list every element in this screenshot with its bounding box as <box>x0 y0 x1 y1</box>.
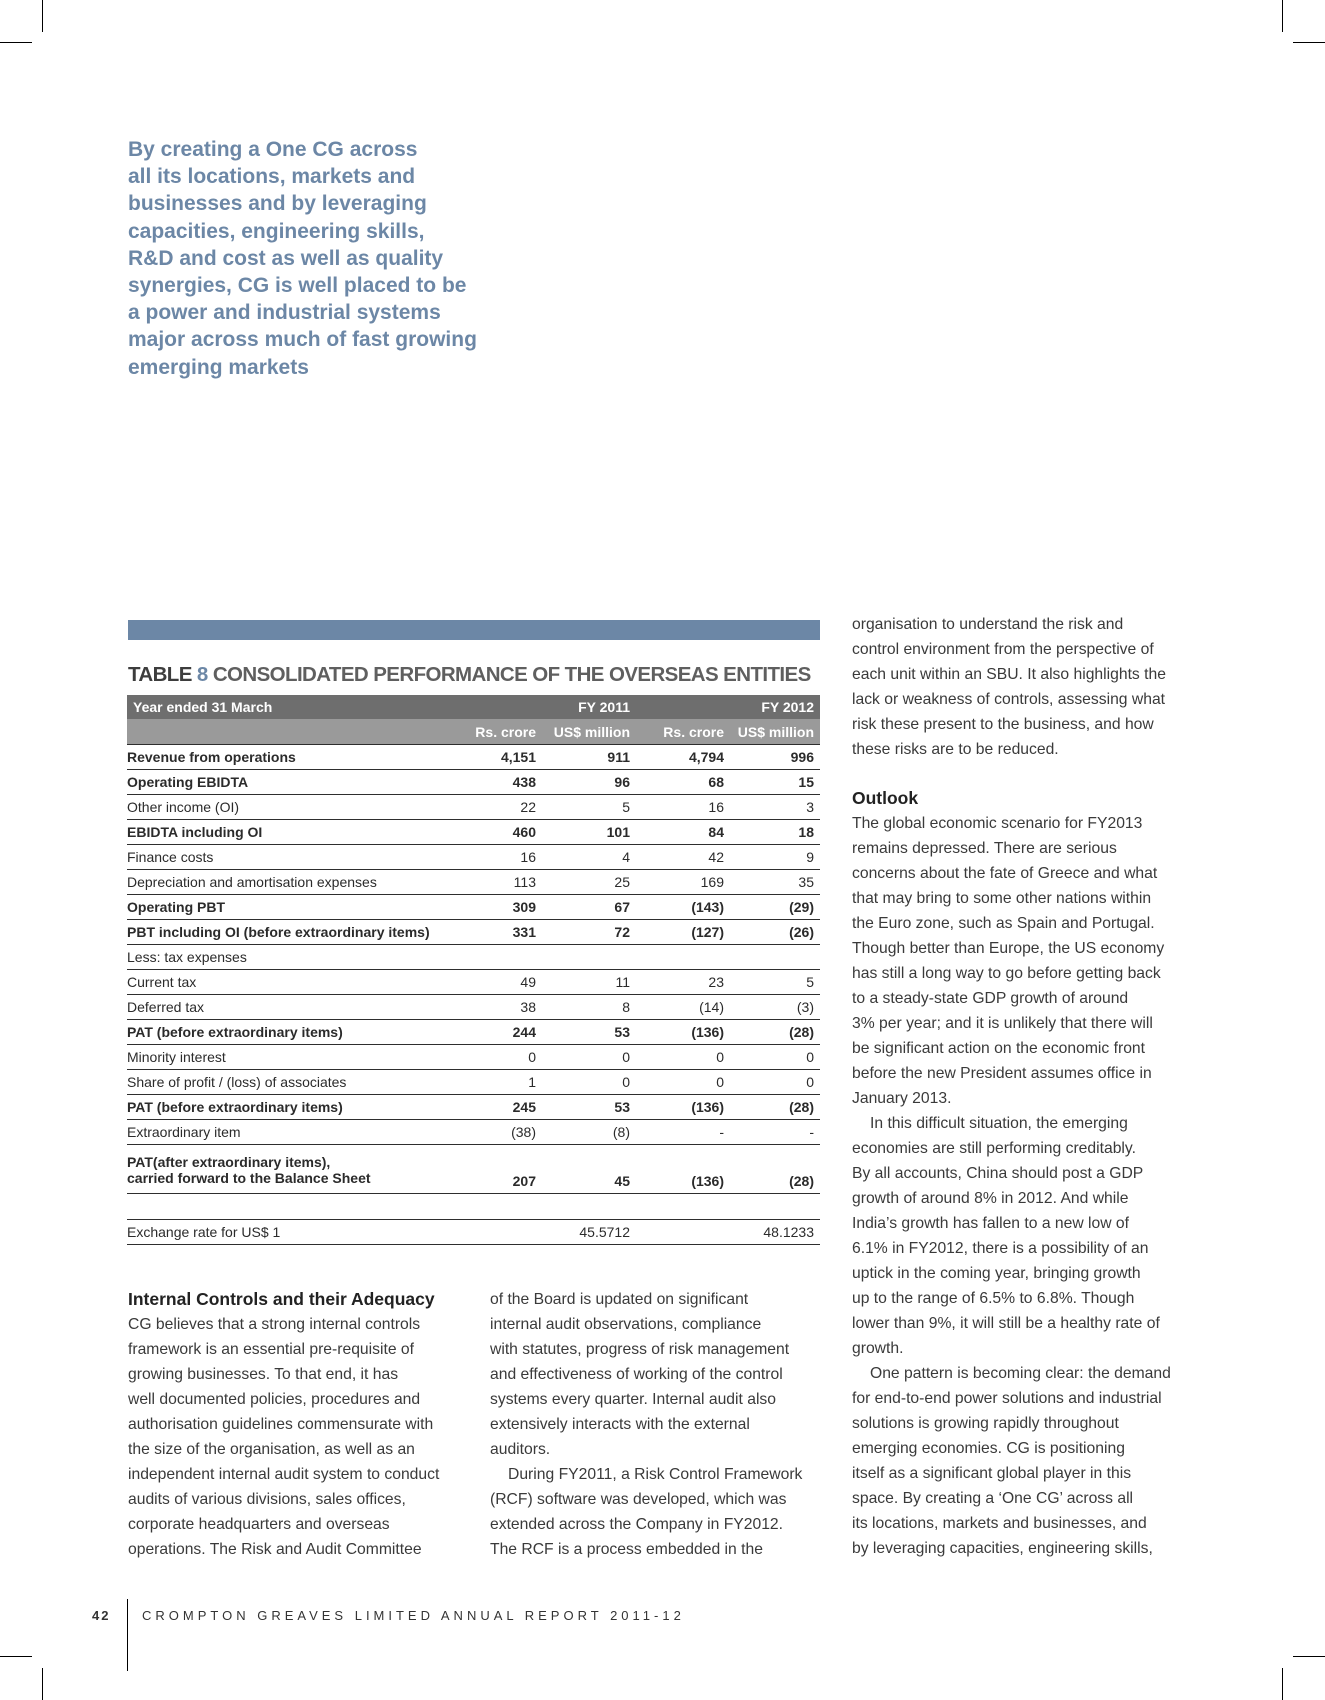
cell-value: 438 <box>454 770 542 795</box>
table-title-number: 8 <box>196 663 208 686</box>
table-row <box>127 945 820 970</box>
cell-value: 207 <box>454 1145 542 1194</box>
table-spacer-row <box>127 1194 820 1220</box>
row-label: Extraordinary item <box>127 1120 454 1145</box>
text-line: these risks are to be reduced. <box>852 741 1059 758</box>
text-line: emerging economies. CG is positioning <box>852 1440 1125 1457</box>
column-outlook <box>852 612 1197 1561</box>
section-divider-bar <box>128 620 820 640</box>
row-label: Revenue from operations <box>127 745 454 770</box>
cell-value: 4,794 <box>636 745 730 770</box>
cell-value: 101 <box>542 820 636 845</box>
cell-value: 996 <box>730 745 820 770</box>
cell-value: (28) <box>730 1020 820 1045</box>
row-label: Exchange rate for US$ 1 <box>127 1220 454 1245</box>
text-line: for end-to-end power solutions and industrial <box>852 1390 1162 1407</box>
text-line: of the Board is updated on significant <box>490 1291 749 1308</box>
text-line: framework is an essential pre-requisite of <box>128 1341 414 1358</box>
cell-value: 1 <box>454 1070 542 1095</box>
text-line: During FY2011, a Risk Control Framework <box>508 1466 803 1483</box>
text-line: organisation to understand the risk and <box>852 616 1124 633</box>
cell-value: 49 <box>454 970 542 995</box>
cell-value: 245 <box>454 1095 542 1120</box>
cell-value: 96 <box>542 770 636 795</box>
cell-value: 0 <box>730 1045 820 1070</box>
cell-value: - <box>636 1120 730 1145</box>
cell-value: (38) <box>454 1120 542 1145</box>
cell-value: 8 <box>542 995 636 1020</box>
row-label: Other income (OI) <box>127 795 454 820</box>
table-row <box>127 1045 820 1070</box>
row-label: Operating EBIDTA <box>127 770 454 795</box>
crop-mark <box>1282 1668 1283 1700</box>
table-title-text: CONSOLIDATED PERFORMANCE OF THE OVERSEAS ENTITIES <box>212 663 811 686</box>
text-line: Though better than Europe, the US economy <box>852 940 1165 957</box>
cell-value: (143) <box>636 895 730 920</box>
text-line: extensively interacts with the external <box>490 1416 750 1433</box>
pull-quote-line: a power and industrial systems <box>128 301 441 325</box>
text-line: with statutes, progress of risk management <box>490 1341 790 1358</box>
crop-mark <box>0 1656 32 1657</box>
cell-value: 42 <box>636 845 730 870</box>
table-row <box>127 795 820 820</box>
row-label: Current tax <box>127 970 454 995</box>
table-row <box>127 845 820 870</box>
footer-title: CROMPTON GREAVES LIMITED ANNUAL REPORT 2011-12 <box>142 1608 685 1623</box>
table-header-row <box>127 695 820 719</box>
cell-value: 0 <box>454 1045 542 1070</box>
cell-value: 16 <box>636 795 730 820</box>
cell-value: 16 <box>454 845 542 870</box>
cell-value: 23 <box>636 970 730 995</box>
cell-value: (28) <box>730 1145 820 1194</box>
pull-quote-line: all its locations, markets and <box>128 165 416 189</box>
cell-value: (136) <box>636 1145 730 1194</box>
text-line: well documented policies, procedures and <box>128 1391 421 1408</box>
text-line: solutions is growing rapidly throughout <box>852 1415 1119 1432</box>
crop-mark <box>1282 0 1283 32</box>
cell-value: (136) <box>636 1020 730 1045</box>
text-line: independent internal audit system to conduct <box>128 1466 440 1483</box>
text-line: concerns about the fate of Greece and what <box>852 865 1158 882</box>
header-year-label: Year ended 31 March <box>127 695 454 719</box>
text-line: CG believes that a strong internal controls <box>128 1316 421 1333</box>
cell-value: 3 <box>730 795 820 820</box>
text-line: growth. <box>852 1340 904 1357</box>
cell-value: 5 <box>730 970 820 995</box>
table-row <box>127 1070 820 1095</box>
text-line: that may bring to some other nations within <box>852 890 1152 907</box>
cell-value: 331 <box>454 920 542 945</box>
column-internal-controls <box>128 1287 473 1562</box>
table-row-final <box>127 1145 820 1194</box>
cell-value: 0 <box>542 1070 636 1095</box>
section-heading-internal-controls: Internal Controls and their Adequacy <box>128 1289 435 1309</box>
text-line: The RCF is a process embedded in the <box>490 1541 763 1558</box>
text-line: economies are still performing creditably. <box>852 1140 1136 1157</box>
text-line: the Euro zone, such as Spain and Portugal. <box>852 915 1155 932</box>
section-heading-outlook: Outlook <box>852 788 919 808</box>
cell-value: 0 <box>542 1045 636 1070</box>
text-line: lower than 9%, it will still be a healthy rate of <box>852 1315 1160 1332</box>
text-line: 6.1% in FY2012, there is a possibility of an <box>852 1240 1149 1257</box>
row-label: Operating PBT <box>127 895 454 920</box>
cell-value <box>542 945 636 970</box>
table-row <box>127 870 820 895</box>
cell-value <box>454 945 542 970</box>
cell-value: (29) <box>730 895 820 920</box>
cell-value: 309 <box>454 895 542 920</box>
table-row <box>127 1095 820 1120</box>
cell-value: 18 <box>730 820 820 845</box>
cell-value: (26) <box>730 920 820 945</box>
text-line: The global economic scenario for FY2013 <box>852 815 1143 832</box>
pull-quote-line: synergies, CG is well placed to be <box>128 274 467 298</box>
text-line: by leveraging capacities, engineering skills, <box>852 1540 1153 1557</box>
cell-value: 48.1233 <box>730 1220 820 1245</box>
cell-value: 5 <box>542 795 636 820</box>
cell-value: (14) <box>636 995 730 1020</box>
row-label: Less: tax expenses <box>127 945 454 970</box>
cell-value: 244 <box>454 1020 542 1045</box>
cell-value: 4 <box>542 845 636 870</box>
text-line: authorisation guidelines commensurate with <box>128 1416 434 1433</box>
pull-quote <box>128 136 508 381</box>
text-line: to a steady-state GDP growth of around <box>852 990 1129 1007</box>
pull-quote-line: major across much of fast growing <box>128 328 477 352</box>
text-line: (RCF) software was developed, which was <box>490 1491 787 1508</box>
text-line: each unit within an SBU. It also highlights the <box>852 666 1166 683</box>
crop-mark <box>1293 1656 1325 1657</box>
text-line: audits of various divisions, sales offices, <box>128 1491 406 1508</box>
table-row <box>127 1020 820 1045</box>
row-label: Share of profit / (loss) of associates <box>127 1070 454 1095</box>
row-label: PAT (before extraordinary items) <box>127 1020 454 1045</box>
unit-header: US$ million <box>730 719 820 745</box>
pull-quote-line: emerging markets <box>128 355 309 379</box>
row-label: Deferred tax <box>127 995 454 1020</box>
cell-value: 4,151 <box>454 745 542 770</box>
header-fy2012: FY 2012 <box>730 695 820 719</box>
unit-header: Rs. crore <box>636 719 730 745</box>
pull-quote-line: businesses and by leveraging <box>128 192 427 216</box>
table-title <box>128 663 828 687</box>
table-row <box>127 920 820 945</box>
row-label: EBIDTA including OI <box>127 820 454 845</box>
cell-value: - <box>730 1120 820 1145</box>
table-row-exchange-rate <box>127 1220 820 1245</box>
text-line: internal audit observations, compliance <box>490 1316 762 1333</box>
table-row <box>127 895 820 920</box>
row-label-line: carried forward to the Balance Sheet <box>127 1170 371 1186</box>
table-row <box>127 1120 820 1145</box>
cell-value: 53 <box>542 1095 636 1120</box>
text-line: up to the range of 6.5% to 6.8%. Though <box>852 1290 1135 1307</box>
table-row <box>127 820 820 845</box>
cell-value: 911 <box>542 745 636 770</box>
cell-value: 45.5712 <box>542 1220 636 1245</box>
text-line: One pattern is becoming clear: the demand <box>870 1365 1171 1382</box>
table-title-prefix: TABLE <box>128 663 192 686</box>
crop-mark <box>0 42 32 43</box>
table-row <box>127 770 820 795</box>
text-line: In this difficult situation, the emerging <box>870 1115 1128 1132</box>
text-line: auditors. <box>490 1441 551 1458</box>
crop-mark <box>1293 42 1325 43</box>
text-line: itself as a significant global player in this <box>852 1465 1132 1482</box>
unit-header: Rs. crore <box>454 719 542 745</box>
cell-value: 113 <box>454 870 542 895</box>
pull-quote-line: R&D and cost as well as quality <box>128 246 444 270</box>
cell-value: 53 <box>542 1020 636 1045</box>
text-line: corporate headquarters and overseas <box>128 1516 390 1533</box>
cell-value: (3) <box>730 995 820 1020</box>
text-line: has still a long way to go before getting back <box>852 965 1161 982</box>
table-row <box>127 745 820 770</box>
cell-value: 0 <box>636 1045 730 1070</box>
cell-value: (136) <box>636 1095 730 1120</box>
cell-value: 72 <box>542 920 636 945</box>
header-fy2011: FY 2011 <box>542 695 636 719</box>
page-footer <box>0 1604 1325 1628</box>
text-line: growing businesses. To that end, it has <box>128 1366 399 1383</box>
text-line: systems every quarter. Internal audit also <box>490 1391 776 1408</box>
column-audit <box>490 1287 835 1562</box>
table-row <box>127 995 820 1020</box>
cell-value: 460 <box>454 820 542 845</box>
cell-value: 67 <box>542 895 636 920</box>
text-line: extended across the Company in FY2012. <box>490 1516 784 1533</box>
cell-value: (127) <box>636 920 730 945</box>
row-label: Depreciation and amortisation expenses <box>127 870 454 895</box>
cell-value: 84 <box>636 820 730 845</box>
text-line: 3% per year; and it is unlikely that there will <box>852 1015 1153 1032</box>
cell-value: 22 <box>454 795 542 820</box>
text-line: operations. The Risk and Audit Committee <box>128 1541 422 1558</box>
cell-value: 169 <box>636 870 730 895</box>
row-label-line: PAT(after extraordinary items), <box>127 1154 331 1170</box>
crop-mark <box>42 1668 43 1700</box>
text-line: the size of the organisation, as well as an <box>128 1441 415 1458</box>
text-line: control environment from the perspective of <box>852 641 1154 658</box>
text-line: January 2013. <box>852 1090 952 1107</box>
cell-value: 0 <box>730 1070 820 1095</box>
text-line: and effectiveness of working of the control <box>490 1366 783 1383</box>
footer-divider <box>127 1599 128 1671</box>
text-line: its locations, markets and businesses, and <box>852 1515 1147 1532</box>
cell-value: 15 <box>730 770 820 795</box>
cell-value: 68 <box>636 770 730 795</box>
row-label <box>127 1145 454 1194</box>
text-line: lack or weakness of controls, assessing what <box>852 691 1166 708</box>
cell-value: 11 <box>542 970 636 995</box>
row-label: PBT including OI (before extraordinary items) <box>127 920 454 945</box>
cell-value: 38 <box>454 995 542 1020</box>
row-label: PAT (before extraordinary items) <box>127 1095 454 1120</box>
page-number: 42 <box>92 1608 111 1623</box>
cell-value <box>730 945 820 970</box>
text-line: uptick in the coming year, bringing growth <box>852 1265 1141 1282</box>
unit-header: US$ million <box>542 719 636 745</box>
cell-value: 0 <box>636 1070 730 1095</box>
text-line: be significant action on the economic front <box>852 1040 1146 1057</box>
row-label: Minority interest <box>127 1045 454 1070</box>
table-units-row <box>127 719 820 745</box>
text-line: risk these present to the business, and how <box>852 716 1154 733</box>
text-line: India’s growth has fallen to a new low of <box>852 1215 1130 1232</box>
pull-quote-line: capacities, engineering skills, <box>128 219 425 243</box>
row-label: Finance costs <box>127 845 454 870</box>
text-line: By all accounts, China should post a GDP <box>852 1165 1144 1182</box>
cell-value: 45 <box>542 1145 636 1194</box>
cell-value: (28) <box>730 1095 820 1120</box>
cell-value: 25 <box>542 870 636 895</box>
crop-mark <box>42 0 43 32</box>
cell-value: 35 <box>730 870 820 895</box>
cell-value: (8) <box>542 1120 636 1145</box>
text-line: growth of around 8% in 2012. And while <box>852 1190 1129 1207</box>
text-line: space. By creating a ‘One CG’ across all <box>852 1490 1134 1507</box>
cell-value <box>636 945 730 970</box>
performance-table <box>127 695 820 1245</box>
text-line: remains depressed. There are serious <box>852 840 1117 857</box>
pull-quote-line: By creating a One CG across <box>128 138 418 161</box>
cell-value: 9 <box>730 845 820 870</box>
table-row <box>127 970 820 995</box>
text-line: before the new President assumes office in <box>852 1065 1152 1082</box>
